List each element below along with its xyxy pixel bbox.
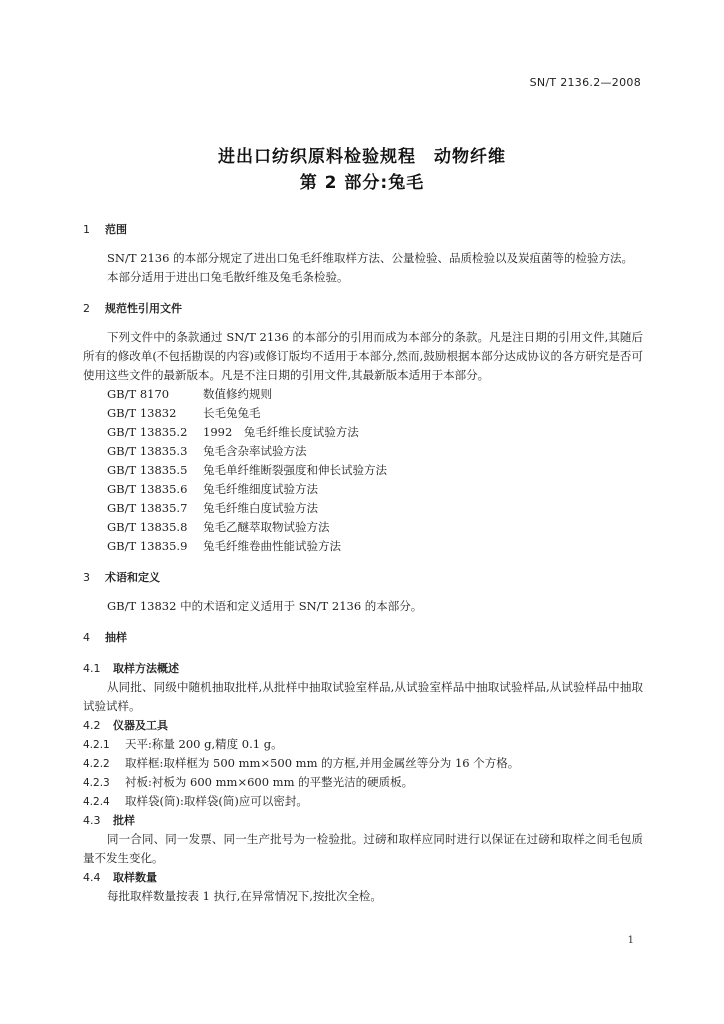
subsection-number: 4.4 — [83, 871, 101, 884]
document-title: 进出口纺织原料检验规程 动物纤维 — [218, 147, 506, 167]
reference-title: 兔毛含杂率试验方法 — [203, 444, 307, 458]
reference-item — [83, 518, 643, 537]
reference-item — [83, 499, 643, 518]
subsection-title: 仪器及工具 — [113, 719, 168, 732]
section-heading-terms — [83, 568, 643, 587]
paragraph: SN/T 2136 的本部分规定了进出口兔毛纤维取样方法、公量检验、品质检验以及炭疽菌等的检验方法。 — [107, 251, 634, 265]
clause-number: 4.2.2 — [83, 758, 110, 770]
paragraph: 本部分适用于进出口兔毛散纤维及兔毛条检验。 — [107, 270, 349, 284]
paragraph: GB/T 13832 中的术语和定义适用于 SN/T 2136 的本部分。 — [107, 599, 423, 613]
clause-item — [83, 735, 643, 754]
paragraph: 同一合同、同一发票、同一生产批号为一检验批。过磅和取样应同时进行以保证在过磅和取样之间毛包质量不发生变化。 — [83, 832, 643, 865]
reference-code: GB/T 13835.9 — [107, 539, 188, 553]
reference-item — [83, 537, 643, 556]
section-title: 范围 — [105, 223, 127, 236]
paragraph: 每批取样数量按表 1 执行,在异常情况下,按批次全检。 — [107, 889, 382, 903]
clause-text: 衬板:衬板为 600 mm×600 mm 的平整光洁的硬质板。 — [125, 775, 414, 789]
subsection-title: 批样 — [113, 814, 135, 827]
clause-text: 天平:称量 200 g,精度 0.1 g。 — [125, 737, 283, 751]
section-number: 4 — [83, 631, 90, 644]
section-number: 1 — [83, 223, 90, 236]
subsection-title: 取样方法概述 — [113, 662, 179, 675]
paragraph: 从同批、同级中随机抽取批样,从批样中抽取试验室样品,从试验室样品中抽取试验样品,从试验样品中抽取试验试样。 — [83, 680, 643, 713]
reference-title: 1992 兔毛纤维长度试验方法 — [203, 425, 359, 439]
clause-number: 4.2.3 — [83, 777, 110, 789]
reference-code: GB/T 13835.8 — [107, 520, 188, 534]
paragraph: 下列文件中的条款通过 SN/T 2136 的本部分的引用而成为本部分的条款。凡是注日期的引用文件,其随后所有的修改单(不包括勘误的内容)或修订版均不适用于本部分,然而,鼓励根据本部分达成协议的各方研究是否可使用这些文件的最新版本。凡是不注日期的引用文件,其最新版本适用于本部分。 — [83, 330, 643, 382]
reference-title: 兔毛纤维细度试验方法 — [203, 482, 318, 496]
subsection-heading — [83, 868, 643, 887]
clause-number: 4.2.4 — [83, 796, 110, 808]
section-title: 术语和定义 — [105, 571, 160, 584]
reference-code: GB/T 13832 — [107, 406, 177, 420]
clause-item — [83, 754, 643, 773]
subsection-number: 4.3 — [83, 814, 101, 827]
subsection-heading — [83, 659, 643, 678]
document-subtitle: 第 2 部分:兔毛 — [299, 173, 425, 193]
reference-code: GB/T 13835.5 — [107, 463, 188, 477]
reference-item — [83, 442, 643, 461]
reference-code: GB/T 8170 — [107, 387, 170, 401]
reference-item — [83, 423, 643, 442]
reference-title: 兔毛纤维白度试验方法 — [203, 501, 318, 515]
reference-code: GB/T 13835.2 — [107, 425, 188, 439]
subsection-number: 4.1 — [83, 662, 101, 675]
clause-number: 4.2.1 — [83, 739, 110, 751]
reference-code: GB/T 13835.6 — [107, 482, 188, 496]
reference-code: GB/T 13835.3 — [107, 444, 188, 458]
reference-title: 兔毛单纤维断裂强度和伸长试验方法 — [203, 463, 387, 477]
section-heading-normative-references — [83, 299, 643, 318]
reference-item — [83, 385, 643, 404]
section-title: 规范性引用文件 — [105, 302, 182, 315]
subsection-number: 4.2 — [83, 719, 101, 732]
section-heading-sampling — [83, 628, 643, 647]
reference-item — [83, 404, 643, 423]
reference-title: 数值修约规则 — [203, 387, 272, 401]
subsection-heading — [83, 811, 643, 830]
section-heading-scope — [83, 220, 643, 239]
standard-number: SN/T 2136.2—2008 — [529, 76, 641, 89]
reference-title: 兔毛纤维卷曲性能试验方法 — [203, 539, 341, 553]
page-number: 1 — [627, 935, 634, 946]
reference-title: 兔毛乙醚萃取物试验方法 — [203, 520, 330, 534]
reference-item — [83, 480, 643, 499]
clause-text: 取样框:取样框为 500 mm×500 mm 的方框,并用金属丝等分为 16 个方格。 — [125, 756, 520, 770]
section-title: 抽样 — [105, 631, 127, 644]
reference-title: 长毛兔兔毛 — [203, 406, 261, 420]
subsection-heading — [83, 716, 643, 735]
reference-code: GB/T 13835.7 — [107, 501, 188, 515]
clause-text: 取样袋(筒):取样袋(筒)应可以密封。 — [125, 794, 308, 808]
reference-item — [83, 461, 643, 480]
clause-item — [83, 773, 643, 792]
section-number: 3 — [83, 571, 90, 584]
document-body — [83, 220, 643, 906]
section-number: 2 — [83, 302, 90, 315]
subsection-title: 取样数量 — [113, 871, 157, 884]
reference-list — [83, 385, 643, 556]
clause-item — [83, 792, 643, 811]
